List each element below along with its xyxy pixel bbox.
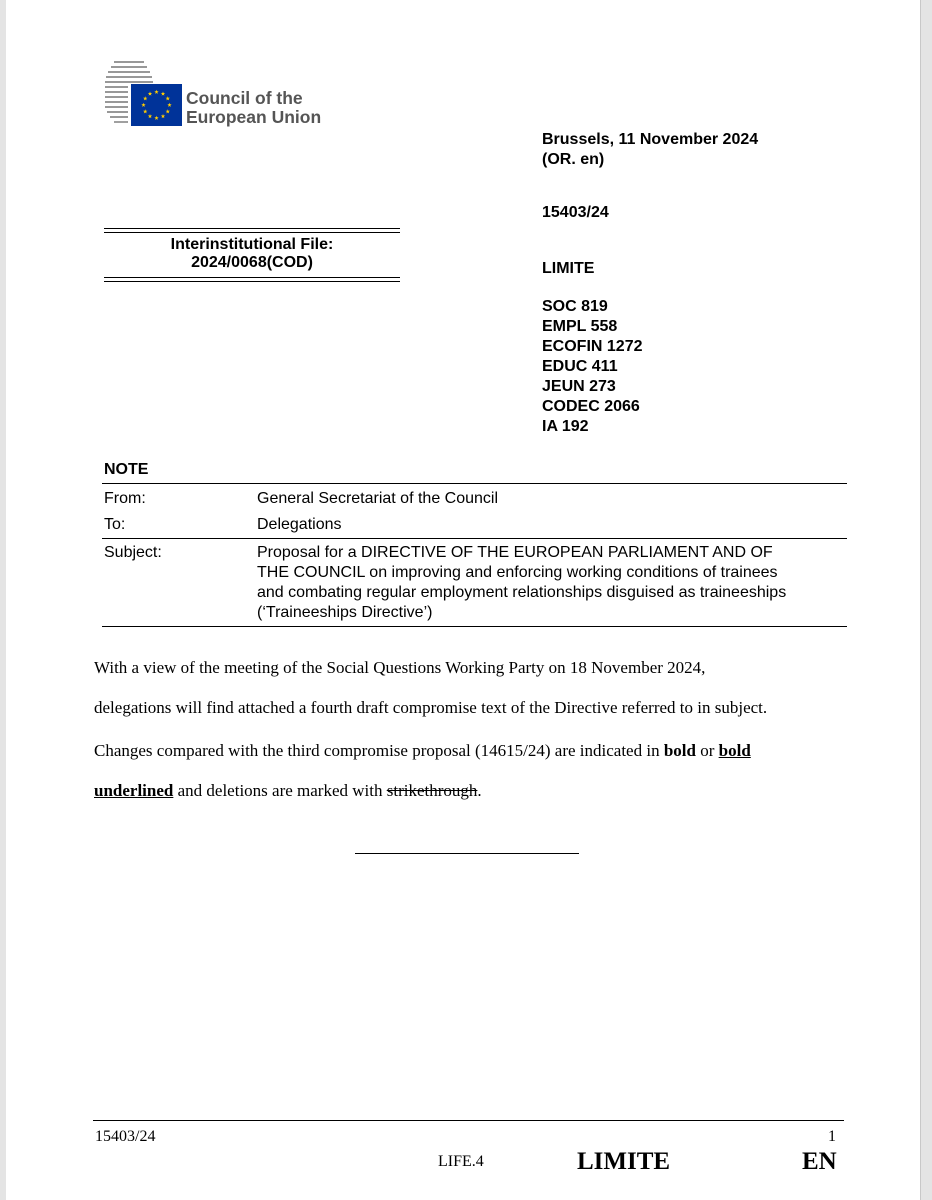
date-block [542, 130, 758, 170]
from-label: From: [104, 490, 146, 507]
subject-label: Subject: [104, 544, 162, 561]
intro-line: With a view of the meeting of the Social Questions Working Party on 18 November 2024, [94, 658, 706, 677]
from-value: General Secretariat of the Council [257, 490, 499, 507]
subject-line: (‘Traineeships Directive’) [257, 604, 433, 621]
to-label: To: [104, 516, 126, 533]
document-page [6, 0, 921, 1200]
changes-paragraph [94, 731, 846, 811]
note-title: NOTE [104, 461, 149, 478]
bold-underlined-example-cont: underlined [94, 781, 174, 800]
org-name [186, 89, 321, 127]
period: . [477, 781, 482, 800]
interinstitutional-label: Interinstitutional File: [170, 236, 334, 253]
to-value: Delegations [257, 516, 342, 533]
subject-line: THE COUNCIL on improving and enforcing working conditions of trainees [257, 564, 778, 581]
top-double-rule [104, 228, 400, 233]
document-date: Brussels, 11 November 2024 [542, 131, 759, 148]
subject-line: and combating regular employment relationships disguised as traineeships [257, 584, 787, 601]
interinstitutional-value: 2024/0068(COD) [191, 254, 313, 271]
subject-code: EMPL 558 [542, 318, 618, 335]
note-rule-bottom [102, 626, 847, 627]
subject-value [257, 543, 849, 623]
classification-label: LIMITE [542, 260, 595, 277]
intro-paragraph [94, 648, 846, 728]
note-rule-top [102, 483, 847, 484]
footer-rule [93, 1120, 844, 1121]
or-text: or [695, 741, 719, 760]
interinstitutional-file-box [104, 228, 400, 282]
subject-code: ECOFIN 1272 [542, 338, 643, 355]
bottom-double-rule [104, 277, 400, 282]
subject-code: SOC 819 [542, 298, 608, 315]
note-rule-mid [102, 538, 847, 539]
org-name-line2: European Union [186, 107, 322, 127]
end-separator [355, 853, 579, 854]
intro-line: delegations will find attached a fourth draft compromise text of the Directive referred to in subject. [94, 698, 768, 717]
subject-code: IA 192 [542, 418, 589, 435]
subject-code: CODEC 2066 [542, 398, 640, 415]
subject-codes [542, 297, 642, 437]
deletions-text: and deletions are marked with [173, 781, 387, 800]
footer-classification: LIMITE [577, 1148, 671, 1175]
org-name-line1: Council of the [186, 88, 303, 108]
page-number: 1 [828, 1128, 836, 1145]
changes-text: Changes compared with the third compromise proposal (14615/24) are indicated in [94, 741, 664, 760]
subject-code: EDUC 411 [542, 358, 618, 375]
interinstitutional-file [104, 236, 400, 272]
bold-example: bold [663, 741, 696, 760]
subject-line: Proposal for a DIRECTIVE OF THE EUROPEAN PARLIAMENT AND OF [257, 544, 773, 561]
council-eu-logo-icon [104, 58, 188, 128]
subject-code: JEUN 273 [542, 378, 616, 395]
original-language: (OR. en) [542, 151, 605, 168]
footer-language: EN [802, 1148, 837, 1175]
footer-department: LIFE.4 [438, 1153, 484, 1170]
footer-doc-reference: 15403/24 [95, 1128, 156, 1145]
bold-underlined-example: bold [718, 741, 751, 760]
strikethrough-example: strikethrough [386, 781, 478, 800]
document-reference: 15403/24 [542, 204, 609, 221]
